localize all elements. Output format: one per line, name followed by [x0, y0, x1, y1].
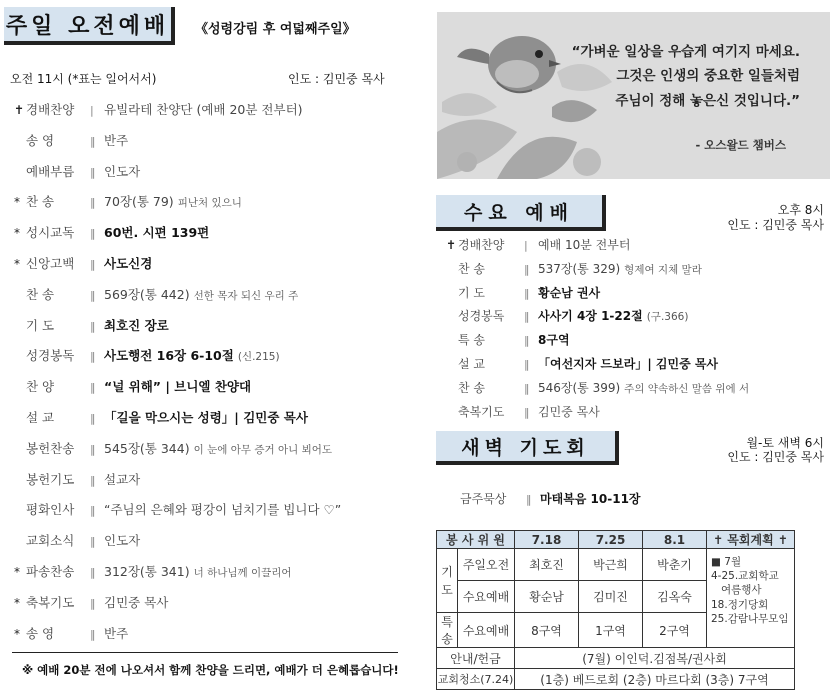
row-value: 8구역	[538, 333, 570, 348]
row-note: 주의 약속하신 말씀 위에 서	[624, 382, 750, 395]
row-marker: *	[14, 195, 20, 210]
sunday-service-title: 주일 오전예배	[4, 7, 175, 45]
row-separator: ‖	[90, 535, 96, 549]
row-value: 황순남 권사	[538, 285, 601, 300]
divider	[12, 652, 398, 653]
order-item	[14, 192, 242, 210]
row-label: 교회청소(7.24)	[437, 669, 515, 690]
row-separator: ‖	[90, 412, 96, 425]
row-value: 60번. 시편 139편	[104, 225, 210, 241]
order-item	[14, 223, 213, 241]
row-separator: ‖	[90, 165, 96, 179]
row-separator: ‖	[524, 334, 530, 348]
order-item	[14, 439, 332, 457]
table-cell: 8구역	[515, 613, 579, 648]
order-item	[14, 377, 255, 395]
row-value: 사도신경	[104, 256, 153, 271]
order-item	[446, 403, 604, 420]
table-header-date: 7.25	[579, 531, 643, 549]
row-label: 파송찬송	[26, 564, 75, 579]
wednesday-service-title: 수요 예배	[436, 195, 606, 231]
order-item	[14, 254, 156, 272]
sunday-footer-note: ※ 예배 20분 전에 나오셔서 함께 찬양을 드리면, 예배가 더 은혜롭습니다!	[22, 663, 399, 677]
order-item	[14, 408, 312, 426]
wednesday-leader: 인도 : 김민중 목사	[727, 218, 824, 232]
order-item	[14, 316, 173, 334]
row-label: 경배찬양	[26, 102, 75, 117]
row-value: 사사기 4장 1-22절	[538, 309, 643, 324]
row-value: 김민중 목사	[104, 594, 169, 610]
order-item	[14, 131, 132, 149]
row-note: 너 하나님께 이끌리어	[193, 567, 292, 579]
row-label: 금주묵상	[460, 492, 507, 506]
row-value: “널 위해” | 브니엘 찬양대	[104, 379, 252, 395]
row-separator: ‖	[524, 310, 530, 324]
row-separator: ‖	[90, 288, 96, 302]
dawn-prayer-title: 새벽 기도회	[436, 431, 619, 465]
row-value: 마태복음 10-11장	[540, 492, 641, 506]
group-label: 기도	[441, 564, 453, 597]
sunday-time: 오전 11시 (*표는 일어서서)	[10, 72, 157, 86]
row-separator: ‖	[90, 227, 96, 241]
row-label: 안내/헌금	[437, 648, 515, 669]
row-separator: ‖	[90, 504, 96, 518]
row-separator: |	[90, 104, 94, 117]
row-marker: *	[14, 257, 20, 271]
dawn-meditation-row	[460, 490, 641, 507]
row-label: 예배부름	[26, 163, 75, 179]
row-value: 「여선지자 드보라」| 김민중 목사	[538, 357, 719, 371]
table-cell: 1구역	[579, 613, 643, 648]
table-cell: 박춘기	[643, 549, 707, 581]
row-label: 축복기도	[458, 404, 505, 419]
table-cell: (7월) 이인덕.김점복/권사회	[515, 648, 795, 669]
row-value: 반주	[104, 132, 129, 148]
row-label: 주일오전	[458, 549, 515, 581]
row-label: 특 송	[458, 333, 485, 348]
row-value: “주님의 은혜와 평강이 넘치기를 빕니다 ♡”	[104, 502, 342, 518]
row-note: (신.215)	[237, 351, 280, 364]
row-separator: ‖	[524, 262, 530, 276]
plan-line: 18.정기당회	[711, 598, 769, 611]
group-label: 특송	[441, 615, 453, 646]
row-value: 설교자	[104, 471, 141, 487]
plan-line: 4-25.교회학교	[711, 570, 779, 583]
row-value: 312장(통 341)	[104, 564, 190, 579]
order-item	[446, 236, 634, 253]
row-value: 인도자	[104, 533, 141, 549]
row-value: 「길을 막으시는 성령」| 김민중 목사	[104, 410, 308, 425]
sunday-leader: 인도 : 김민중 목사	[288, 72, 385, 86]
row-label: 수요예배	[458, 581, 515, 613]
order-item	[14, 624, 132, 642]
row-value: 반주	[104, 625, 129, 641]
table-cell: 박근희	[579, 549, 643, 581]
row-separator: ‖	[90, 596, 96, 610]
row-separator: ‖	[524, 286, 530, 300]
row-marker: *	[14, 226, 20, 241]
row-value: 545장(통 344)	[104, 440, 190, 456]
duty-roster-table	[436, 530, 795, 690]
row-label: 성경봉독	[26, 348, 75, 364]
row-separator: |	[524, 239, 528, 252]
row-value: 537장(통 329)	[538, 261, 621, 276]
plan-line: 25.감람나무모임	[711, 612, 789, 625]
special-group-cell	[437, 613, 458, 648]
row-label: 봉헌기도	[26, 471, 75, 487]
row-marker: *	[14, 595, 20, 610]
sunday-subtitle: 《성령강림 후 여덟째주일》	[195, 22, 356, 37]
row-label: 찬 송	[458, 380, 485, 395]
row-value: 사도행전 16장 6-10절	[104, 348, 234, 364]
row-value: 예배 10분 전부터	[538, 238, 631, 252]
quote-author: - 오스왈드 챔버스	[695, 138, 786, 152]
table-header-committee: 봉 사 위 원	[437, 531, 515, 549]
row-marker: ✝	[14, 103, 25, 117]
row-separator: ‖	[90, 442, 96, 456]
row-note: 형제여 지체 말라	[624, 263, 702, 276]
row-value: 569장(통 442)	[104, 286, 190, 302]
row-value: 김민중 목사	[538, 404, 600, 419]
order-item	[446, 307, 688, 324]
row-label: 기 도	[26, 317, 55, 333]
table-row	[437, 648, 795, 669]
row-separator: ‖	[90, 196, 96, 210]
quote-text	[572, 40, 800, 113]
dawn-time: 월-토 새벽 6시	[746, 436, 824, 450]
row-label: 찬 송	[26, 194, 55, 210]
row-note: 선한 목자 되신 우리 주	[193, 289, 299, 302]
quote-line: 그것은 인생의 중요한 일들처럼	[616, 68, 800, 85]
row-note: 피난처 있으니	[177, 197, 242, 210]
row-separator: ‖	[526, 493, 532, 506]
row-label: 찬 송	[458, 261, 485, 276]
table-row	[437, 549, 795, 581]
order-item	[446, 331, 574, 348]
table-header-plan: ✝ 목회계획 ✝	[707, 531, 795, 549]
row-label: 설 교	[26, 410, 55, 425]
order-item	[446, 260, 702, 277]
plan-line: 여름행사	[721, 584, 762, 597]
order-item	[14, 562, 292, 580]
row-label: 교회소식	[26, 533, 75, 549]
order-item	[14, 531, 144, 549]
order-item	[446, 379, 749, 396]
quote-line: “가벼운 일상을 우습게 여기지 마세요.	[571, 44, 800, 60]
order-item	[14, 470, 144, 488]
table-cell: 김옥숙	[643, 581, 707, 613]
row-separator: ‖	[90, 350, 96, 364]
dawn-leader: 인도 : 김민중 목사	[727, 450, 824, 464]
row-separator: ‖	[90, 566, 96, 579]
row-separator: ‖	[524, 405, 530, 419]
row-separator: ‖	[524, 358, 530, 371]
row-label: 신앙고백	[26, 256, 75, 271]
row-separator: ‖	[524, 381, 530, 395]
table-header-date: 7.18	[515, 531, 579, 549]
plan-line: ■ 7월	[711, 556, 742, 568]
row-value: 유빌라테 찬양단 (예배 20분 전부터)	[104, 102, 303, 117]
row-marker: ✝	[446, 238, 457, 252]
row-separator: ‖	[90, 627, 96, 641]
row-separator: ‖	[90, 319, 96, 333]
table-cell: (1층) 베드로회 (2층) 마르다회 (3층) 7구역	[515, 669, 795, 690]
order-item	[14, 100, 307, 118]
row-marker: *	[14, 626, 20, 641]
row-note: 이 눈에 아무 증거 아니 뵈어도	[193, 443, 333, 456]
row-value: 70장(통 79)	[104, 194, 174, 210]
order-item	[14, 285, 298, 303]
row-label: 설 교	[458, 357, 485, 371]
row-label: 찬 송	[26, 286, 55, 302]
row-label: 봉헌찬송	[26, 440, 75, 456]
row-label: 수요예배	[458, 613, 515, 648]
order-item	[14, 500, 345, 518]
quote-line: 주님이 정해 놓은신 것입니다.”	[615, 92, 800, 109]
row-label: 송 영	[26, 625, 55, 641]
row-separator: ‖	[90, 473, 96, 487]
row-label: 경배찬양	[458, 238, 505, 252]
table-header-date: 8.1	[643, 531, 707, 549]
row-label: 평화인사	[26, 502, 75, 518]
row-value: 최호진 장로	[104, 317, 169, 333]
table-row	[437, 669, 795, 690]
row-label: 축복기도	[26, 594, 75, 610]
table-cell: 최호진	[515, 549, 579, 581]
row-note: (구.366)	[646, 311, 689, 324]
row-label: 기 도	[458, 285, 485, 300]
order-item	[14, 593, 172, 611]
order-item	[446, 355, 722, 372]
table-cell: 황순남	[515, 581, 579, 613]
row-separator: ‖	[90, 258, 96, 271]
table-cell: 2구역	[643, 613, 707, 648]
row-label: 찬 양	[26, 379, 55, 395]
row-value: 인도자	[104, 163, 141, 179]
row-value: 546장(통 399)	[538, 380, 621, 395]
row-marker: *	[14, 565, 20, 579]
order-item	[14, 162, 144, 180]
row-label: 성시교독	[26, 225, 75, 241]
row-separator: ‖	[90, 134, 96, 148]
wednesday-time: 오후 8시	[777, 203, 824, 217]
row-separator: ‖	[90, 381, 96, 395]
prayer-group-cell	[437, 549, 458, 613]
order-item	[14, 346, 280, 364]
table-cell: 김미진	[579, 581, 643, 613]
row-label: 성경봉독	[458, 309, 505, 324]
quote-banner	[437, 12, 830, 179]
pastoral-plan-cell	[707, 549, 795, 648]
row-label: 송 영	[26, 132, 55, 148]
order-item	[446, 284, 604, 301]
